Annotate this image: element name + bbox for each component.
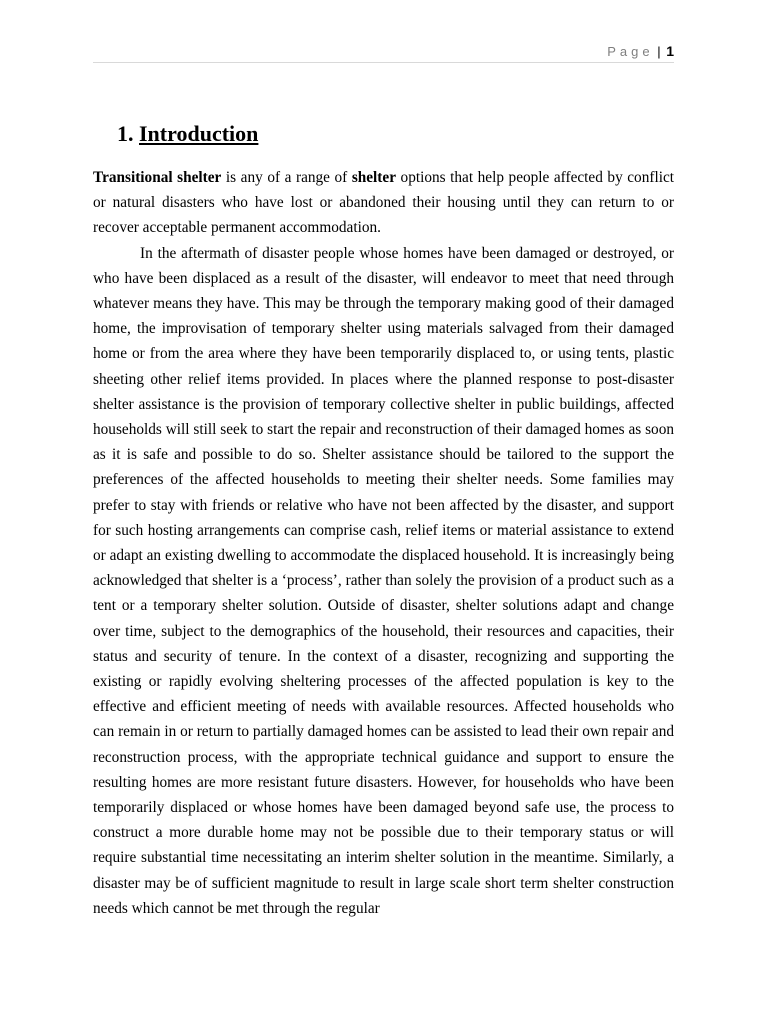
paragraph-definition — [93, 165, 674, 241]
page-header — [93, 40, 674, 63]
paragraph-text: is any of a range of — [221, 169, 352, 186]
paragraph-text: options that help people affected by conflict or natural disasters who have lost or abandoned their housing until they can return to or recover acceptable permanent accommodation. — [93, 169, 674, 237]
body-text — [93, 165, 674, 921]
bold-term-shelter: shelter — [351, 169, 396, 186]
section-heading — [117, 118, 258, 150]
page-separator: | — [657, 44, 661, 59]
section-number: 1. — [117, 121, 134, 146]
section-title: Introduction — [139, 121, 259, 146]
paragraph-aftermath: In the aftermath of disaster people whose homes have been damaged or destroyed, or who have been displaced as a result of the disaster, will endeavor to meet that need through whatever means they have. This may be through the temporary making good of their damaged home, the improvisation of temporary shelter using materials salvaged from their damaged home or from the area where they have been temporarily displaced to, or using tents, plastic sheeting other relief items provided. In places where the planned response to post-disaster shelter assistance is the provision of temporary collective shelter in public buildings, affected households will still seek to start the repair and reconstruction of their damaged homes as soon as it is safe and possible to do so. Shelter assistance should be tailored to the support the preferences of the affected households to meeting their shelter needs. Some families may prefer to stay with friends or relative who have not been affected by the disaster, and support for such hosting arrangements can comprise cash, relief items or material assistance to extend or adapt an existing dwelling to accommodate the displaced household. It is increasingly being acknowledged that shelter is a ‘process’, rather than solely the provision of a product such as a tent or a temporary shelter solution. Outside of disaster, shelter solutions adapt and change over time, subject to the demographics of the household, their resources and capacities, their status and security of tenure. In the context of a disaster, recognizing and supporting the existing or rapidly evolving sheltering processes of the affected population is key to the effective and efficient meeting of needs with available resources. Affected households who can remain in or return to partially damaged homes can be assisted to lead their own repair and reconstruction process, with the appropriate technical guidance and support to ensure the resulting homes are more resistant future disasters. However, for households who have been temporarily displaced or whose homes have been damaged beyond safe use, the process to construct a more durable home may not be possible due to their temporary status or will require substantial time necessitating an interim shelter solution in the meantime. Similarly, a disaster may be of sufficient magnitude to result in large scale short term shelter construction needs which cannot be met through the regular — [93, 244, 674, 917]
page-label: Page — [607, 44, 654, 59]
bold-term-transitional-shelter: Transitional shelter — [93, 169, 222, 186]
page-number: 1 — [666, 43, 674, 59]
